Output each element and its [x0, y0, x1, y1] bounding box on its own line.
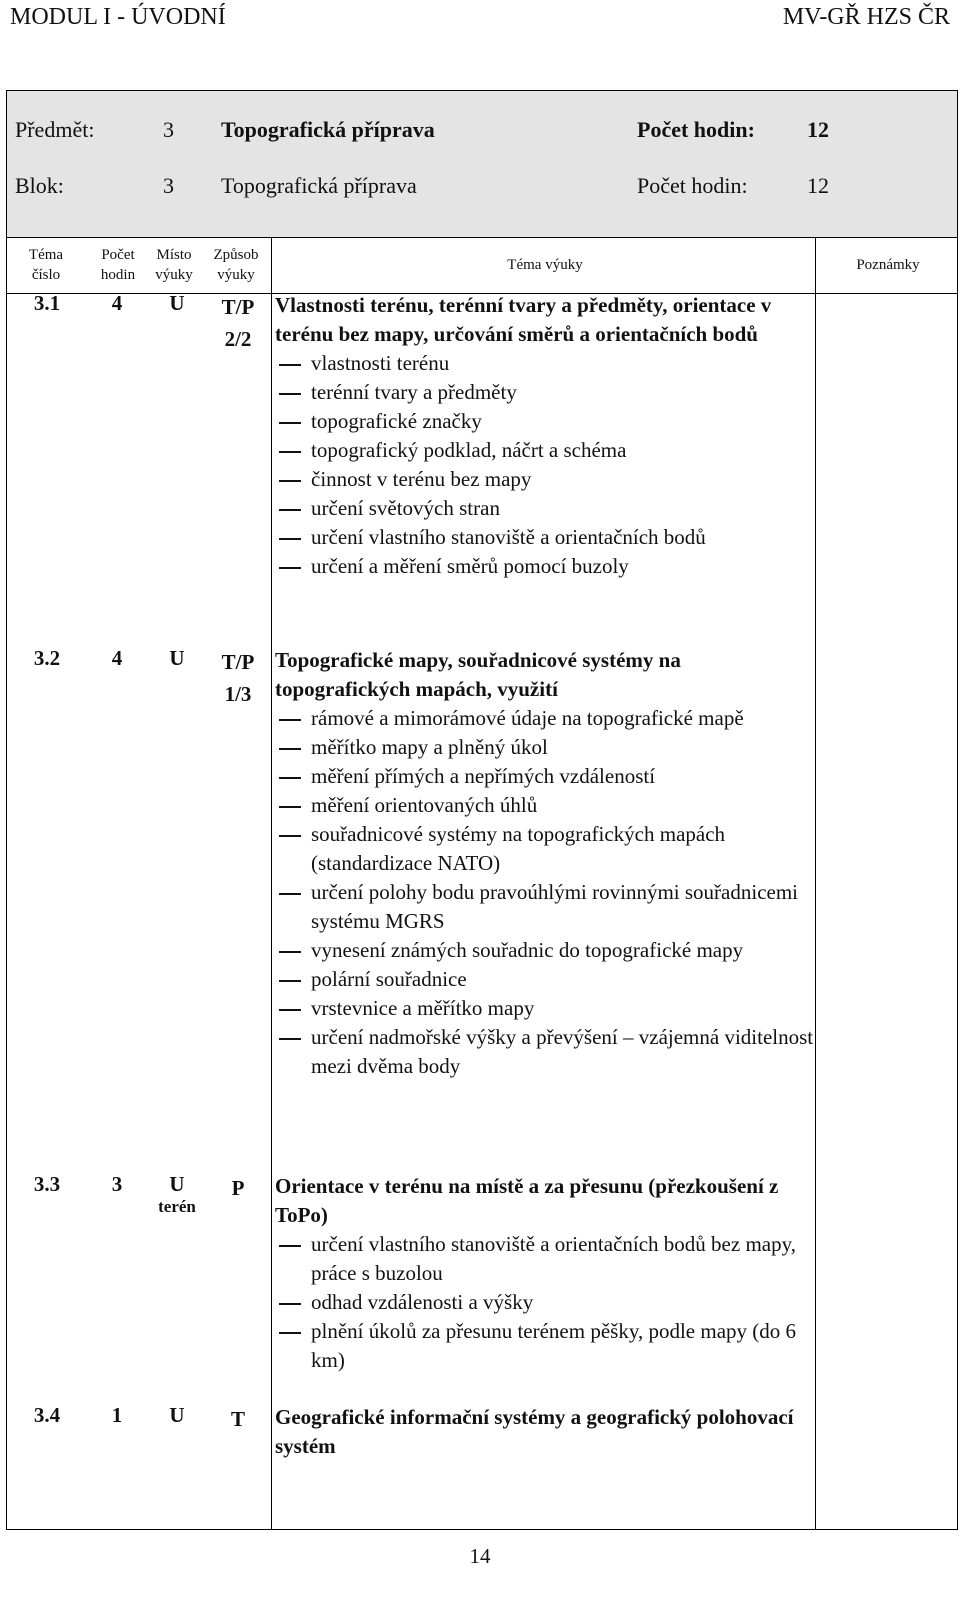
- topic-hours: 4: [111, 291, 123, 315]
- topic-method: [207, 1403, 269, 1435]
- col-topic-number: Téma číslo: [28, 247, 64, 283]
- page-number: 14: [469, 1544, 491, 1568]
- organization-name: MV-GŘ HZS ČR: [782, 4, 950, 30]
- list-item: měření přímých a nepřímých vzdáleností: [275, 762, 815, 791]
- subject-info-box: [7, 91, 957, 238]
- topic-subitems: [275, 704, 815, 1081]
- page-header: [10, 4, 950, 36]
- subject-row: [7, 117, 957, 157]
- list-item: určení světových stran: [275, 494, 815, 523]
- list-item: terénní tvary a předměty: [275, 378, 815, 407]
- list-item: určení vlastního stanoviště a orientačních bodů: [275, 523, 815, 552]
- subject-hours: 12: [807, 117, 829, 142]
- col-notes: Poznámky: [856, 257, 920, 273]
- list-item: vynesení známých souřadnic do topografické mapy: [275, 936, 815, 965]
- block-number: 3: [163, 173, 174, 198]
- list-item: vlastnosti terénu: [275, 349, 815, 378]
- place-detail: terén: [158, 1197, 196, 1216]
- block-label: Blok:: [15, 173, 64, 198]
- topic-column-divider: [271, 237, 272, 1529]
- list-item: činnost v terénu bez mapy: [275, 465, 815, 494]
- col-topic: Téma výuky: [507, 257, 583, 273]
- block-hours: 12: [807, 173, 829, 198]
- method-ratio: 1/3: [224, 682, 252, 706]
- topic-number: 3.1: [33, 291, 61, 315]
- subject-label: Předmět:: [15, 117, 95, 142]
- method-type: T: [230, 1407, 245, 1431]
- curriculum-table: [6, 90, 958, 1530]
- topic-place: U: [169, 291, 185, 315]
- subject-hours-label: Počet hodin:: [637, 117, 755, 142]
- topic-place: U: [169, 646, 185, 670]
- topic-number: 3.3: [33, 1172, 61, 1196]
- block-row: [7, 173, 957, 213]
- topic-content: [275, 1403, 815, 1461]
- topic-number: 3.2: [33, 646, 61, 670]
- method-type: T/P: [221, 295, 255, 319]
- list-item: určení vlastního stanoviště a orientačních bodů bez mapy, práce s buzolou: [275, 1230, 815, 1288]
- list-item: měřítko mapy a plněný úkol: [275, 733, 815, 762]
- topic-hours: 3: [111, 1172, 123, 1196]
- col-place: Místo výuky: [155, 247, 193, 283]
- topic-place: U: [169, 1403, 185, 1427]
- topic-hours: 1: [111, 1403, 123, 1427]
- list-item: určení nadmořské výšky a převýšení – vzájemná viditelnost mezi dvěma body: [275, 1023, 815, 1081]
- list-item: určení a měření směrů pomocí buzoly: [275, 552, 815, 581]
- list-item: plnění úkolů za přesunu terénem pěšky, podle mapy (do 6 km): [275, 1317, 815, 1375]
- list-item: vrstevnice a měřítko mapy: [275, 994, 815, 1023]
- list-item: topografické značky: [275, 407, 815, 436]
- topic-subitems: [275, 349, 815, 581]
- topic-title: Vlastnosti terénu, terénní tvary a předměty, orientace v terénu bez mapy, určování směrů a orientačních bodů: [275, 293, 772, 346]
- topic-subitems: [275, 1230, 815, 1375]
- list-item: topografický podklad, náčrt a schéma: [275, 436, 815, 465]
- topic-method: [207, 646, 269, 710]
- block-name: Topografická příprava: [221, 173, 417, 198]
- list-item: polární souřadnice: [275, 965, 815, 994]
- topic-hours: 4: [111, 646, 123, 670]
- topic-method: [207, 1172, 269, 1204]
- method-type: T/P: [221, 650, 255, 674]
- topic-method: [207, 291, 269, 355]
- topic-content: [275, 646, 815, 1081]
- topic-title: Topografické mapy, souřadnicové systémy na topografických mapách, využití: [275, 648, 681, 701]
- list-item: měření orientovaných úhlů: [275, 791, 815, 820]
- subject-name: Topografická příprava: [221, 117, 435, 142]
- col-method: Způsob výuky: [213, 247, 259, 283]
- method-ratio: 2/2: [224, 327, 252, 351]
- list-item: určení polohy bodu pravoúhlými rovinnými souřadnicemi systému MGRS: [275, 878, 815, 936]
- topic-place: [147, 1172, 207, 1217]
- topic-number: 3.4: [33, 1403, 61, 1427]
- method-type: P: [231, 1176, 245, 1200]
- topic-content: [275, 1172, 815, 1375]
- notes-column-divider: [815, 237, 816, 1529]
- list-item: odhad vzdálenosti a výšky: [275, 1288, 815, 1317]
- topic-title: Orientace v terénu na místě a za přesunu (přezkoušení z ToPo): [275, 1174, 779, 1227]
- subject-number: 3: [163, 117, 174, 142]
- topic-title: Geografické informační systémy a geografický polohovací systém: [275, 1405, 794, 1458]
- topic-content: [275, 291, 815, 581]
- block-hours-label: Počet hodin:: [637, 173, 748, 198]
- place-code: U: [169, 1172, 185, 1196]
- list-item: rámové a mimorámové údaje na topografické mapě: [275, 704, 815, 733]
- list-item: souřadnicové systémy na topografických mapách (standardizace NATO): [275, 820, 815, 878]
- module-title: MODUL I - ÚVODNÍ: [10, 4, 226, 30]
- col-hours: Počet hodin: [100, 247, 136, 283]
